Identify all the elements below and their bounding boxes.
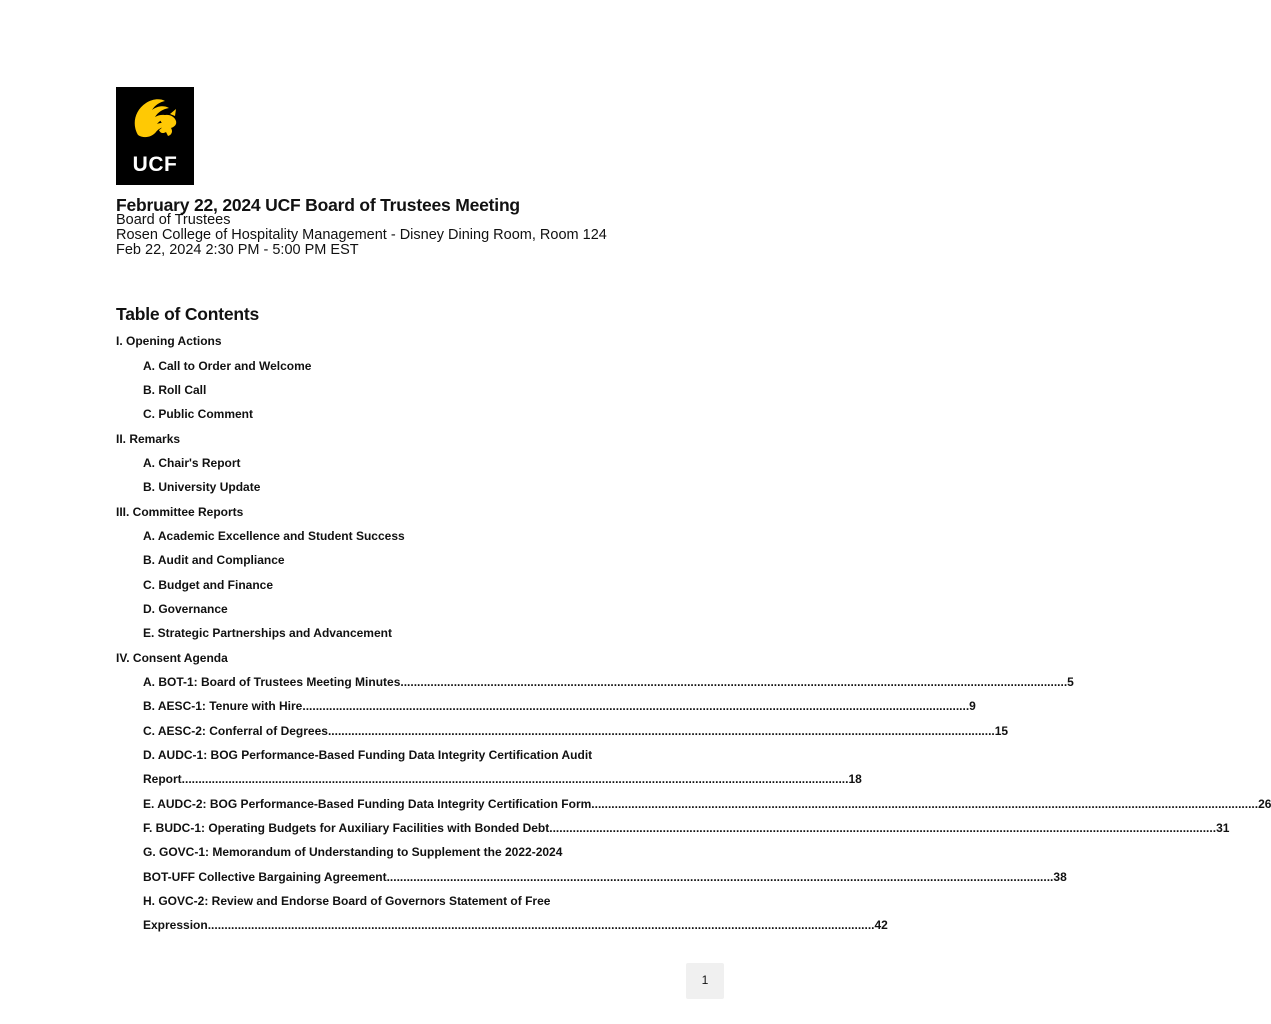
ucf-logo xyxy=(116,87,194,185)
toc-item[interactable]: C. Public Comment xyxy=(143,407,254,421)
toc-item-aesc-2[interactable] xyxy=(143,723,1009,739)
toc-item[interactable]: B. Audit and Compliance xyxy=(143,553,285,567)
toc-item-label: C. AESC-2: Conferral of Degrees xyxy=(143,724,328,738)
page-number: 1 xyxy=(701,973,709,987)
toc-item-label: BOT-UFF Collective Bargaining Agreement xyxy=(143,870,387,884)
dot-leader: ........................................................................................................................................................................................................ xyxy=(207,918,875,932)
organization-line: Board of Trustees xyxy=(116,212,231,228)
toc-item[interactable]: D. Governance xyxy=(143,602,228,616)
toc-item-audc-2[interactable] xyxy=(143,796,1271,812)
toc-heading: Table of Contents xyxy=(116,304,260,324)
dot-leader: ........................................................................................................................................................................................................ xyxy=(302,699,970,713)
toc-page-number: 42 xyxy=(874,918,888,932)
toc-page-number: 31 xyxy=(1216,821,1230,835)
toc-item-govc-2[interactable] xyxy=(143,917,888,933)
logo-wordmark: UCF xyxy=(132,153,178,176)
toc-item-label: B. AESC-1: Tenure with Hire xyxy=(143,699,303,713)
toc-item-budc-1[interactable] xyxy=(143,820,1230,836)
toc-item[interactable]: A. Call to Order and Welcome xyxy=(143,359,312,373)
dot-leader: ........................................................................................................................................................................................................ xyxy=(181,772,849,786)
toc-item[interactable]: B. University Update xyxy=(143,480,261,494)
toc-page-number: 15 xyxy=(994,724,1009,738)
dot-leader: ........................................................................................................................................................................................................ xyxy=(386,870,1054,884)
meeting-title: February 22, 2024 UCF Board of Trustees Meeting xyxy=(116,195,520,215)
toc-item-label: Expression xyxy=(143,918,208,932)
toc-page-number: 26 xyxy=(1258,797,1271,811)
toc-item[interactable]: C. Budget and Finance xyxy=(143,578,274,592)
toc-item-govc-2-line1[interactable]: H. GOVC-2: Review and Endorse Board of Governors Statement of Free xyxy=(143,894,551,908)
toc-item-govc-1-line1[interactable]: G. GOVC-1: Memorandum of Understanding to Supplement the 2022-2024 xyxy=(143,845,563,859)
toc-item-label: A. BOT-1: Board of Trustees Meeting Minutes xyxy=(143,675,401,689)
dot-leader: ........................................................................................................................................................................................................ xyxy=(400,675,1068,689)
toc-item[interactable]: A. Chair's Report xyxy=(143,456,241,470)
toc-page-number: 38 xyxy=(1053,870,1067,884)
toc-item-label: E. AUDC-2: BOG Performance-Based Funding Data Integrity Certification Form xyxy=(143,797,592,811)
pegasus-icon xyxy=(116,87,194,153)
toc-item-aesc-1[interactable] xyxy=(143,698,976,714)
toc-item-label: F. BUDC-1: Operating Budgets for Auxiliary Facilities with Bonded Debt xyxy=(143,821,550,835)
toc-section-committee-reports[interactable]: III. Committee Reports xyxy=(116,505,244,519)
toc-section-opening-actions[interactable]: I. Opening Actions xyxy=(116,334,222,348)
toc-page-number: 18 xyxy=(848,772,862,786)
toc-item[interactable]: A. Academic Excellence and Student Success xyxy=(143,529,405,543)
toc-item-bot-1[interactable] xyxy=(143,674,1074,690)
datetime-line: Feb 22, 2024 2:30 PM - 5:00 PM EST xyxy=(116,242,359,258)
toc-section-consent-agenda[interactable]: IV. Consent Agenda xyxy=(116,651,228,665)
toc-item[interactable]: B. Roll Call xyxy=(143,383,207,397)
toc-item-govc-1[interactable] xyxy=(143,869,1067,885)
location-line: Rosen College of Hospitality Management - Disney Dining Room, Room 124 xyxy=(116,227,607,243)
toc-item-audc-1-line1[interactable]: D. AUDC-1: BOG Performance-Based Funding Data Integrity Certification Audit xyxy=(143,748,593,762)
toc-page-number: 5 xyxy=(1067,675,1074,689)
toc-section-remarks[interactable]: II. Remarks xyxy=(116,432,181,446)
dot-leader: ........................................................................................................................................................................................................ xyxy=(549,821,1217,835)
dot-leader: ........................................................................................................................................................................................................ xyxy=(591,797,1259,811)
toc-item-label: Report xyxy=(143,772,182,786)
dot-leader: ........................................................................................................................................................................................................ xyxy=(327,724,995,738)
page-number-box xyxy=(686,963,724,999)
toc-page-number: 9 xyxy=(969,699,976,713)
toc-item-audc-1[interactable] xyxy=(143,771,862,787)
toc-item[interactable]: E. Strategic Partnerships and Advancement xyxy=(143,626,392,640)
